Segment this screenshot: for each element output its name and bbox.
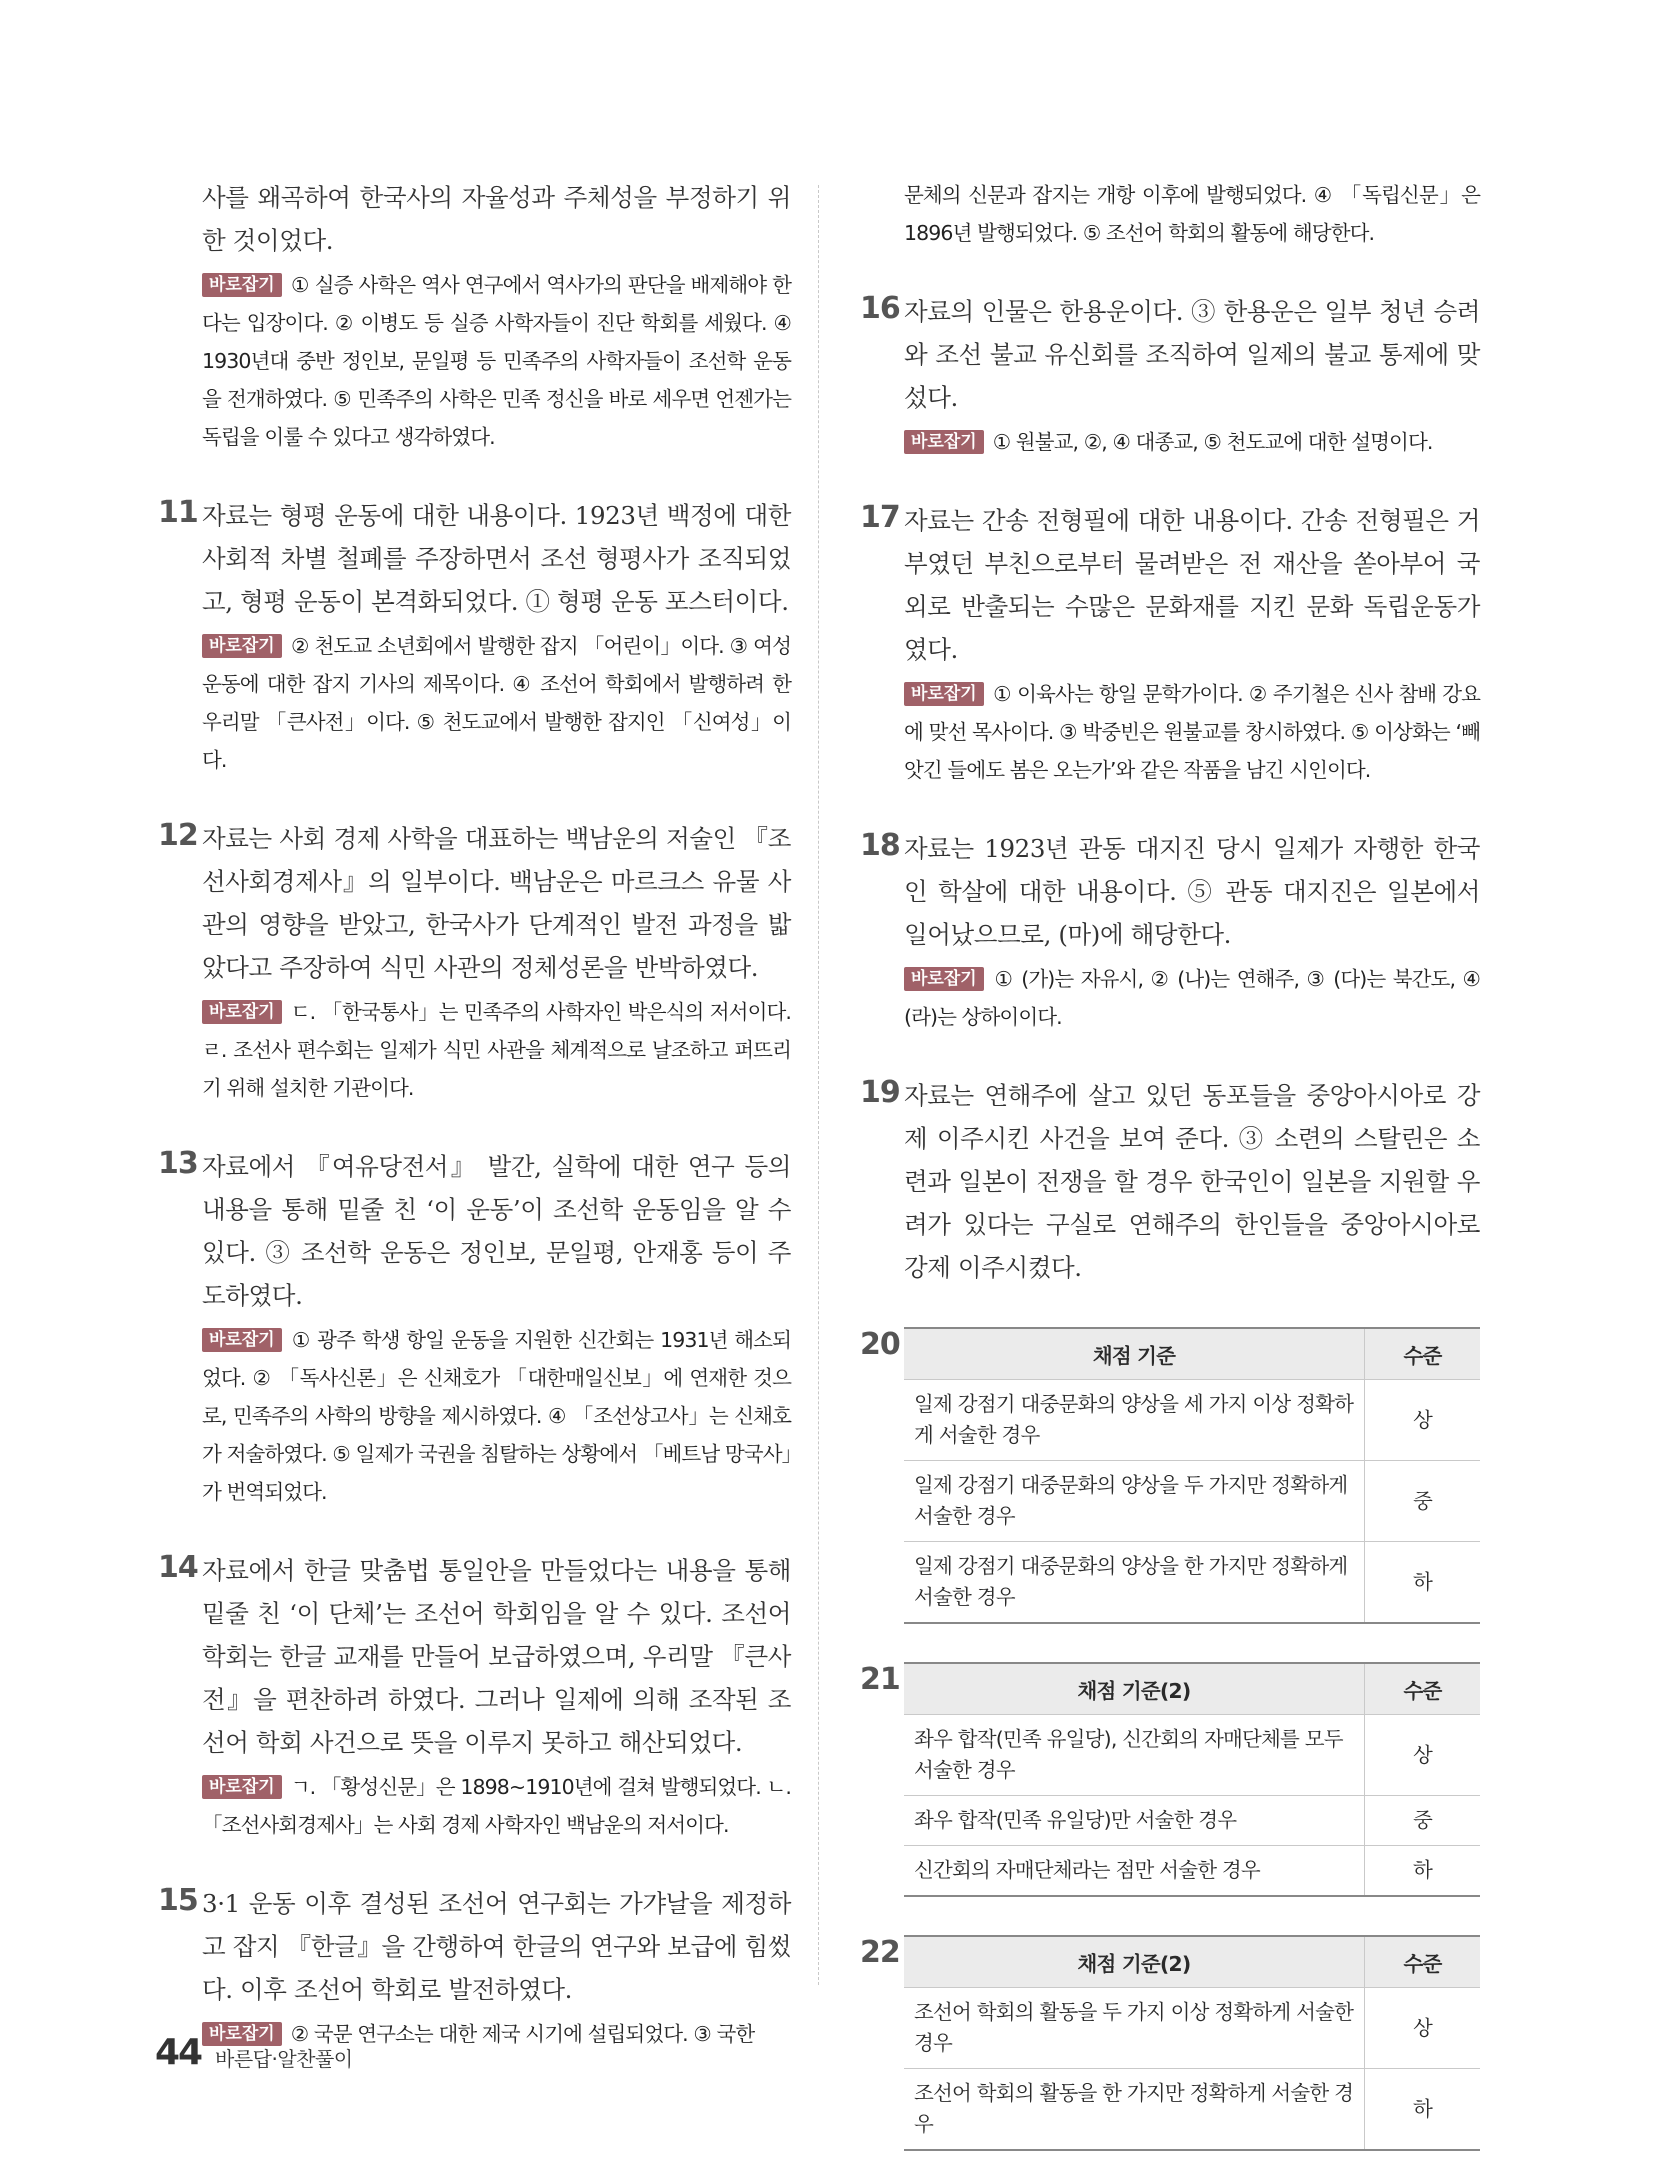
criteria-cell: 조선어 학회의 활동을 한 가지만 정확하게 서술한 경우 (904, 2069, 1365, 2151)
answer-12 (158, 817, 791, 1107)
criteria-cell: 좌우 합작(민족 유일당), 신간회의 자매단체를 모두 서술한 경우 (904, 1715, 1365, 1796)
question-number: 19 (860, 1075, 900, 1110)
criteria-header: 채점 기준 (904, 1328, 1365, 1380)
question-number: 12 (158, 818, 198, 853)
table-row (904, 1796, 1480, 1846)
answer-15-continued (860, 176, 1480, 252)
correction-note (202, 627, 791, 779)
answer-text: 자료는 연해주에 살고 있던 동포들을 중앙아시아로 강제 이주시킨 사건을 보여 준다. ③ 소련의 스탈린은 소련과 일본이 전쟁을 할 경우 한국인이 일본을 지원할 우려가 있다는 구실로 연해주의 한인들을 중앙아시아로 강제 이주시켰다. (904, 1081, 1480, 1282)
correction-note (202, 993, 791, 1107)
correction-text: 문체의 신문과 잡지는 개항 이후에 발행되었다. ④ 「독립신문」은 1896년 발행되었다. ⑤ 조선어 학회의 활동에 해당한다. (904, 183, 1480, 245)
answer-text: 사를 왜곡하여 한국사의 자율성과 주체성을 부정하기 위한 것이었다. (202, 183, 791, 255)
scoring-table (904, 1935, 1480, 2151)
question-number: 21 (860, 1662, 900, 1697)
correction-badge: 바로잡기 (202, 1328, 282, 1352)
criteria-cell: 신간회의 자매단체라는 점만 서술한 경우 (904, 1846, 1365, 1897)
level-cell: 하 (1365, 1542, 1481, 1624)
correction-text: ㄷ. 「한국통사」는 민족주의 사학자인 박은식의 저서이다. ㄹ. 조선사 편수회는 일제가 식민 사관을 체계적으로 날조하고 퍼뜨리기 위해 설치한 기관이다. (202, 1000, 791, 1100)
question-number: 17 (860, 500, 900, 535)
question-number: 14 (158, 1550, 198, 1585)
correction-note (904, 675, 1480, 789)
answer-20 (860, 1327, 1480, 1624)
answer-13 (158, 1145, 791, 1511)
level-cell: 중 (1365, 1461, 1481, 1542)
table-header-row (904, 1663, 1480, 1715)
level-cell: 상 (1365, 1988, 1481, 2069)
table-row (904, 1988, 1480, 2069)
answer-16 (860, 290, 1480, 461)
correction-text: ② 천도교 소년회에서 발행한 잡지 「어린이」이다. ③ 여성 운동에 대한 잡지 기사의 제목이다. ④ 조선어 학회에서 발행하려 한 우리말 「큰사전」이다. ⑤ 천도교에서 발행한 잡지인 「신여성」이다. (202, 634, 791, 772)
correction-text: ㄱ. 「황성신문」은 1898~1910년에 걸쳐 발행되었다. ㄴ. 「조선사회경제사」는 사회 경제 사학자인 백남운의 저서이다. (202, 1775, 791, 1837)
level-cell: 하 (1365, 1846, 1481, 1897)
table-row (904, 1380, 1480, 1461)
page-number: 44 (155, 2032, 202, 2073)
answer-11 (158, 494, 791, 779)
answer-text: 자료는 1923년 관동 대지진 당시 일제가 자행한 한국인 학살에 대한 내용이다. ⑤ 관동 대지진은 일본에서 일어났으므로, (마)에 해당한다. (904, 834, 1480, 949)
answer-text: 자료의 인물은 한용운이다. ③ 한용운은 일부 청년 승려와 조선 불교 유신회를 조직하여 일제의 불교 통제에 맞섰다. (904, 297, 1480, 412)
level-cell: 하 (1365, 2069, 1481, 2151)
level-header: 수준 (1365, 1328, 1481, 1380)
correction-badge: 바로잡기 (904, 967, 984, 991)
correction-badge: 바로잡기 (904, 430, 984, 454)
level-cell: 상 (1365, 1715, 1481, 1796)
criteria-header: 채점 기준(2) (904, 1663, 1365, 1715)
level-header: 수준 (1365, 1663, 1481, 1715)
column-divider (818, 185, 819, 1985)
answer-17 (860, 499, 1480, 789)
correction-badge: 바로잡기 (202, 1000, 282, 1024)
answer-text: 자료에서 『여유당전서』 발간, 실학에 대한 연구 등의 내용을 통해 밑줄 친 ‘이 운동’이 조선학 운동임을 알 수 있다. ③ 조선학 운동은 정인보, 문일평, 안재홍 등이 주도하였다. (202, 1152, 791, 1310)
correction-note (904, 423, 1480, 461)
criteria-cell: 조선어 학회의 활동을 두 가지 이상 정확하게 서술한 경우 (904, 1988, 1365, 2069)
table-header-row (904, 1328, 1480, 1380)
correction-note (202, 1321, 791, 1511)
correction-note (202, 266, 791, 456)
answer-text: 자료는 간송 전형필에 대한 내용이다. 간송 전형필은 거부였던 부친으로부터 물려받은 전 재산을 쏟아부어 국외로 반출되는 수많은 문화재를 지킨 문화 독립운동가였다. (904, 506, 1480, 664)
answer-22 (860, 1935, 1480, 2151)
table-row (904, 1846, 1480, 1897)
table-row (904, 1715, 1480, 1796)
answer-21 (860, 1662, 1480, 1897)
correction-text: ① 실증 사학은 역사 연구에서 역사가의 판단을 배제해야 한다는 입장이다. ② 이병도 등 실증 사학자들이 진단 학회를 세웠다. ④ 1930년대 중반 정인보, 문일평 등 민족주의 사학자들이 조선학 운동을 전개하였다. ⑤ 민족주의 사학은 민족 정신을 바로 세우면 언젠가는 독립을 이룰 수 있다고 생각하였다. (202, 273, 791, 449)
answer-10-continued (158, 176, 791, 456)
answer-text: 자료에서 한글 맞춤법 통일안을 만들었다는 내용을 통해 밑줄 친 ‘이 단체’는 조선어 학회임을 알 수 있다. 조선어 학회는 한글 교재를 만들어 보급하였으며, 우리말 『큰사전』을 편찬하려 하였다. 그러나 일제에 의해 조작된 조선어 학회 사건으로 뜻을 이루지 못하고 해산되었다. (202, 1556, 791, 1757)
question-number: 18 (860, 828, 900, 863)
answer-15 (158, 1882, 791, 2053)
criteria-cell: 일제 강점기 대중문화의 양상을 세 가지 이상 정확하게 서술한 경우 (904, 1380, 1365, 1461)
level-cell: 중 (1365, 1796, 1481, 1846)
correction-text: ① (가)는 자유시, ② (나)는 연해주, ③ (다)는 북간도, ④ (라)는 상하이이다. (904, 967, 1480, 1029)
right-column (860, 176, 1480, 2151)
correction-text: ① 원불교, ②, ④ 대종교, ⑤ 천도교에 대한 설명이다. (992, 430, 1433, 454)
question-number: 15 (158, 1883, 198, 1918)
question-number: 16 (860, 291, 900, 326)
criteria-cell: 일제 강점기 대중문화의 양상을 두 가지만 정확하게 서술한 경우 (904, 1461, 1365, 1542)
table-header-row (904, 1936, 1480, 1988)
answer-text: 자료는 사회 경제 사학을 대표하는 백남운의 저술인 『조선사회경제사』의 일부이다. 백남운은 마르크스 유물 사관의 영향을 받았고, 한국사가 단계적인 발전 과정을 밟았다고 주장하여 식민 사관의 정체성론을 반박하였다. (202, 824, 791, 982)
left-column (158, 176, 791, 2053)
correction-text: ① 이육사는 항일 문학가이다. ② 주기철은 신사 참배 강요에 맞선 목사이다. ③ 박중빈은 원불교를 창시하였다. ⑤ 이상화는 ‘빼앗긴 들에도 봄은 오는가’와 같은 작품을 남긴 시인이다. (904, 682, 1480, 782)
criteria-cell: 좌우 합작(민족 유일당)만 서술한 경우 (904, 1796, 1365, 1846)
question-number: 13 (158, 1146, 198, 1181)
scoring-table (904, 1662, 1480, 1897)
correction-badge: 바로잡기 (202, 273, 282, 297)
answer-text: 3·1 운동 이후 결성된 조선어 연구회는 가갸날을 제정하고 잡지 『한글』을 간행하여 한글의 연구와 보급에 힘썼다. 이후 조선어 학회로 발전하였다. (202, 1889, 791, 2004)
level-header: 수준 (1365, 1936, 1481, 1988)
table-row (904, 2069, 1480, 2151)
correction-text: ① 광주 학생 항일 운동을 지원한 신간회는 1931년 해소되었다. ② 「독사신론」은 신채호가 「대한매일신보」에 연재한 것으로, 민족주의 사학의 방향을 제시하였다. ④ 「조선상고사」는 신채호가 저술하였다. ⑤ 일제가 국권을 침탈하는 상황에서 「베트남 망국사」가 번역되었다. (202, 1328, 791, 1504)
correction-badge: 바로잡기 (904, 682, 984, 706)
correction-badge: 바로잡기 (202, 1775, 282, 1799)
table-row (904, 1461, 1480, 1542)
scoring-table (904, 1327, 1480, 1624)
question-number: 20 (860, 1327, 900, 1362)
criteria-cell: 일제 강점기 대중문화의 양상을 한 가지만 정확하게 서술한 경우 (904, 1542, 1365, 1624)
answer-14 (158, 1549, 791, 1844)
correction-note (202, 1768, 791, 1844)
correction-badge: 바로잡기 (202, 2022, 282, 2046)
level-cell: 상 (1365, 1380, 1481, 1461)
answer-19 (860, 1074, 1480, 1289)
criteria-header: 채점 기준(2) (904, 1936, 1365, 1988)
correction-text: ② 국문 연구소는 대한 제국 시기에 설립되었다. ③ 국한 (290, 2022, 755, 2046)
correction-note (904, 960, 1480, 1036)
question-number: 11 (158, 495, 198, 530)
correction-badge: 바로잡기 (202, 634, 282, 658)
answer-text: 자료는 형평 운동에 대한 내용이다. 1923년 백정에 대한 사회적 차별 철폐를 주장하면서 조선 형평사가 조직되었고, 형평 운동이 본격화되었다. ① 형평 운동 포스터이다. (202, 501, 791, 616)
book-title: 바른답·알찬풀이 (215, 2047, 353, 2071)
question-number: 22 (860, 1935, 900, 1970)
table-row (904, 1542, 1480, 1624)
answer-18 (860, 827, 1480, 1036)
